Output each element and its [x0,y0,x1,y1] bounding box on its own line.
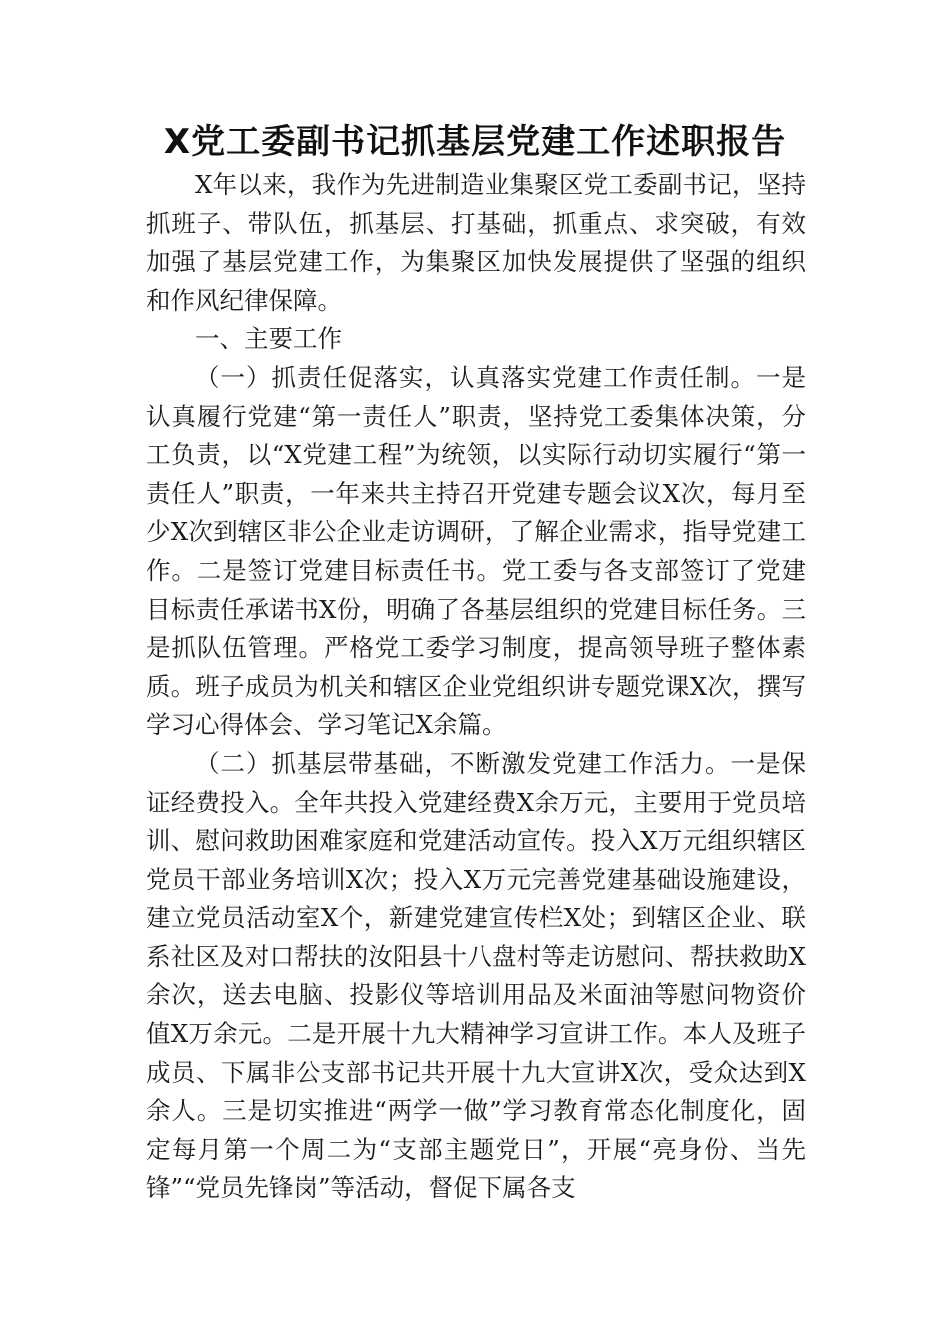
document-body [146,166,806,1208]
subsection-responsibility-paragraph: （一）抓责任促落实，认真落实党建工作责任制。一是认真履行党建“第一责任人”职责，坚持党工委集体决策，分工负责，以“X党建工程”为统领，以实际行动切实履行“第一责任人”职责，一年来共主持召开党建专题会议X次，每月至少X次到辖区非公企业走访调研，了解企业需求，指导党建工作。二是签订党建目标责任书。党工委与各支部签订了党建目标责任承诺书X份，明确了各基层组织的党建目标任务。三是抓队伍管理。严格党工委学习制度，提高领导班子整体素质。班子成员为机关和辖区企业党组织讲专题党课X次，撰写学习心得体会、学习笔记X余篇。 [146,362,806,740]
subsection-grassroots-paragraph: （二）抓基层带基础，不断激发党建工作活力。一是保证经费投入。全年共投入党建经费X余万元，主要用于党员培训、慰问救助困难家庭和党建活动宣传。投入X万元组织辖区党员干部业务培训X次；投入X万元完善党建基础设施建设，建立党员活动室X个，新建党建宣传栏X处；到辖区企业、联系社区及对口帮扶的汝阳县十八盘村等走访慰问、帮扶救助X余次，送去电脑、投影仪等培训用品及米面油等慰问物资价值X万余元。二是开展十九大精神学习宣讲工作。本人及班子成员、下属非公支部书记共开展十九大宣讲X次，受众达到X余人。三是切实推进“两学一做”学习教育常态化制度化，固定每月第一个周二为“支部主题党日”，开展“亮身份、当先锋”“党员先锋岗”等活动，督促下属各支 [146,748,806,1203]
intro-paragraph: X年以来，我作为先进制造业集聚区党工委副书记，坚持抓班子、带队伍，抓基层、打基础，抓重点、求突破，有效加强了基层党建工作，为集聚区加快发展提供了坚强的组织和作风纪律保障。 [146,170,806,315]
section-heading-main-work: 一、主要工作 [195,324,342,354]
document-title: X党工委副书记抓基层党建工作述职报告 [163,122,787,162]
